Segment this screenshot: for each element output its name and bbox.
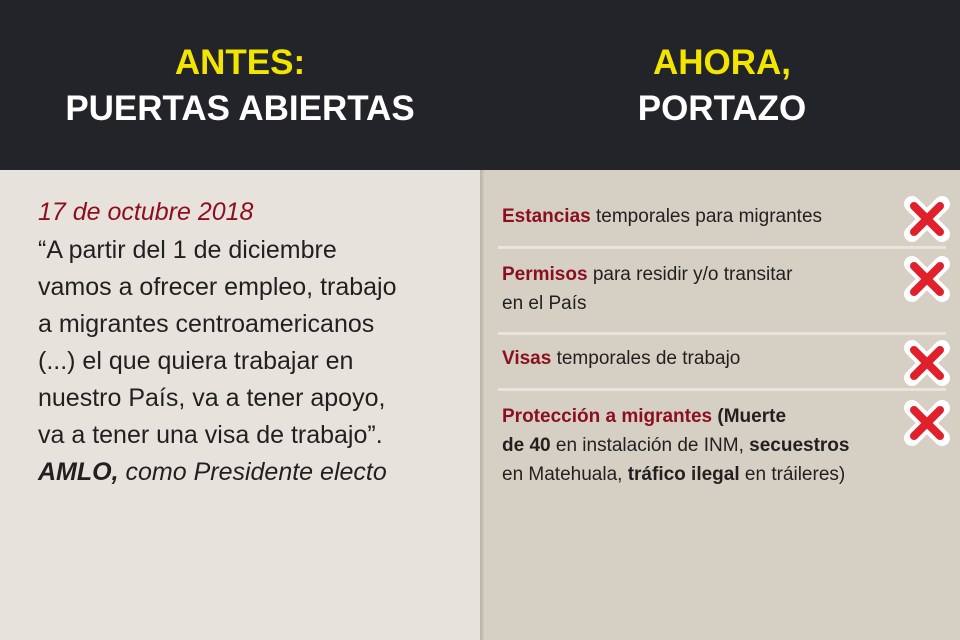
item-1	[502, 260, 862, 318]
item-text-segment: en el País	[502, 293, 587, 314]
x-mark-icon	[902, 254, 952, 304]
item-text-segment: Protección a migrantes	[502, 406, 713, 427]
author-name: AMLO,	[38, 458, 119, 486]
quote-date: 17 de octubre 2018	[38, 198, 254, 226]
quote-line: vamos a ofrecer empleo, trabajo	[38, 273, 397, 301]
before-panel	[0, 170, 480, 640]
quote-line: a migrantes centroamericanos	[38, 310, 375, 338]
item-line	[502, 402, 862, 431]
item-text-segment: Estancias	[502, 206, 591, 227]
item-text-segment: Permisos	[502, 264, 588, 285]
header-left-line2: PUERTAS ABIERTAS	[65, 89, 415, 128]
row-separator	[498, 388, 946, 391]
item-text-segment: para residir y/o transitar	[587, 264, 793, 285]
header-right-line1: AHORA,	[652, 43, 792, 82]
header	[0, 0, 960, 170]
row-separator	[498, 246, 946, 249]
item-text-segment: Visas	[502, 348, 552, 369]
header-right-line2: PORTAZO	[637, 89, 807, 128]
item-line	[502, 460, 862, 489]
item-3	[502, 402, 862, 489]
item-text-segment: en tráileres)	[739, 464, 846, 485]
item-line	[502, 260, 862, 289]
quote-line: va a tener una visa de trabajo”.	[38, 421, 383, 449]
item-2	[502, 344, 862, 373]
x-mark-icon	[902, 194, 952, 244]
item-text-segment: (Muerte	[712, 406, 787, 427]
quote-line: (...) el que quiera trabajar en	[38, 347, 354, 375]
header-left-line1: ANTES:	[174, 43, 306, 82]
quote-line: “A partir del 1 de diciembre	[38, 236, 337, 264]
item-line	[502, 289, 862, 318]
item-text-segment: de 40	[502, 435, 551, 456]
header-left	[0, 40, 480, 132]
quote-line: nuestro País, va a tener apoyo,	[38, 384, 386, 412]
item-text-segment: temporales para migrantes	[590, 206, 823, 227]
item-text-segment: en Matehuala,	[502, 464, 628, 485]
item-text-segment: secuestros	[749, 435, 850, 456]
quote-author	[38, 454, 458, 491]
item-text-segment: tráfico ilegal	[627, 464, 740, 485]
item-line	[502, 344, 862, 373]
item-text-segment: temporales de trabajo	[551, 348, 741, 369]
row-separator	[498, 332, 946, 335]
x-mark-icon	[902, 338, 952, 388]
x-mark-icon	[902, 398, 952, 448]
item-line	[502, 431, 862, 460]
author-role: como Presidente electo	[118, 458, 387, 486]
item-0	[502, 202, 862, 231]
item-line	[502, 202, 862, 231]
quote-block	[38, 232, 458, 491]
item-text-segment: en instalación de INM,	[550, 435, 750, 456]
after-panel	[484, 170, 960, 640]
header-right	[482, 40, 960, 132]
